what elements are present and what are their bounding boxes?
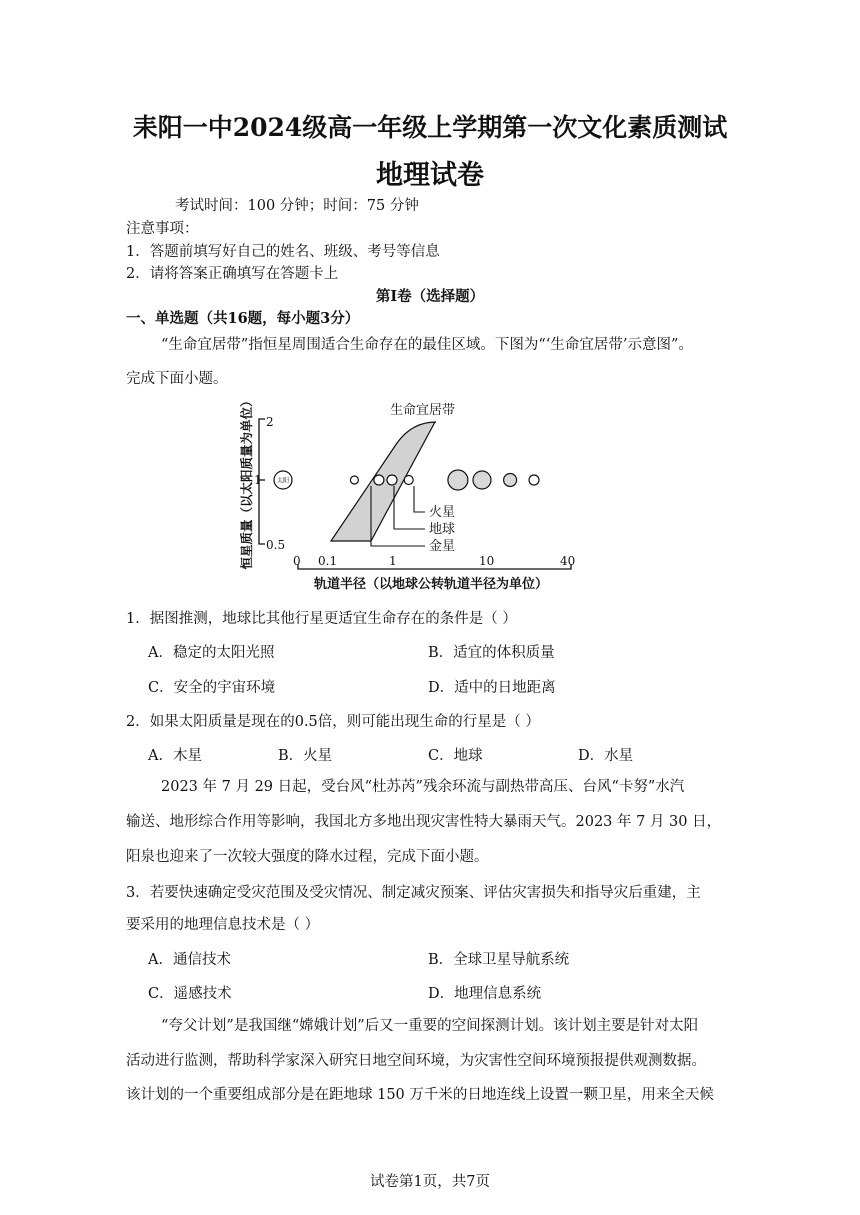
planet-marker [350,476,358,484]
y-tick-label: 1 [254,473,262,487]
question-3-option: C．遥感技术 [148,986,232,1002]
question-2-option: C．地球 [428,748,483,764]
question-2-option: A．木星 [148,748,202,764]
leader-line [394,486,425,529]
exam-time: 考试时间：100 分钟；时间：75 分钟 [175,198,419,214]
intro1-line: 完成下面小题。 [126,371,228,387]
x-axis-line [298,564,571,569]
x-axis-label: 轨道半径（以地球公转轨道半径为单位） [313,577,549,592]
planet-marker [473,471,491,489]
planet-marker [374,475,384,485]
planet-marker [504,474,517,487]
y-axis-label: 恒星质量（以太阳质量为单位） [239,394,254,570]
notice-item: 1．答题前填写好自己的姓名、班级、考号等信息 [126,244,440,260]
planet-marker [529,475,539,485]
zone-label: 生命宜居带 [390,403,456,418]
exam-title: 耒阳一中2024级高一年级上学期第一次文化素质测试 [132,113,728,142]
question-3-option: A．通信技术 [148,952,231,968]
intro2-line: 阳泉也迎来了一次较大强度的降水过程，完成下面小题。 [126,849,489,865]
annotation-mars: 火星 [429,505,456,520]
intro3-line: “夸父计划”是我国继“嫦娥计划”后又一重要的空间探测计划。该计划主要是针对太阳 [161,1018,699,1034]
sun-label: 太阳 [276,477,290,485]
question-1-option: B．适宜的体积质量 [428,645,555,661]
question-2-stem: 2．如果太阳质量是现在的0.5倍，则可能出现生命的行星是（ ） [126,714,540,730]
question-3-option: D．地理信息系统 [428,986,542,1002]
exam-subtitle: 地理试卷 [376,160,484,191]
planet-marker [404,476,413,485]
annotation-venus: 金星 [429,539,456,554]
notice-item: 2．请将答案正确填写在答题卡上 [126,266,339,282]
habitable-zone-chart [232,392,592,597]
planet-marker [387,475,397,485]
y-tick-label: 2 [266,415,274,429]
intro3-line: 该计划的一个重要组成部分是在距地球 150 万千米的日地连线上设置一颗卫星，用来全天候 [126,1087,714,1103]
planet-marker [448,470,468,490]
x-tick-label: 0 [293,554,301,568]
x-tick-label: 10 [479,554,495,568]
question-3-stem: 3．若要快速确定受灾范围及受灾情况、制定减灾预案、评估灾害损失和指导灾后重建，主 [126,885,701,901]
intro2-line: 输送、地形综合作用等影响，我国北方多地出现灾害性特大暴雨天气。2023 年 7 月 30 日， [126,814,722,830]
intro1-line: “生命宜居带”指恒星周围适合生命存在的最佳区域。下图为“‘生命宜居带’示意图”。 [161,337,693,353]
notice-heading: 注意事项： [126,221,199,237]
annotation-earth: 地球 [429,522,456,537]
y-tick-label: 0.5 [266,538,286,552]
intro2-line: 2023 年 7 月 29 日起，受台风“杜苏芮”残余环流与副热带高压、台风“卡努”水汽 [161,779,685,795]
x-tick-label: 1 [389,554,397,568]
question-2-option: B．火星 [278,748,333,764]
x-tick-label: 40 [560,554,576,568]
question-1-option: C．安全的宇宙环境 [148,680,276,696]
question-1-option: D．适中的日地距离 [428,680,556,696]
question-1-option: A．稳定的太阳光照 [148,645,275,661]
page-number: 试卷第1页，共7页 [370,1174,490,1190]
question-1-stem: 1．据图推测，地球比其他行星更适宜生命存在的条件是（ ） [126,611,517,627]
section-heading: 一、单选题（共16题，每小题3分） [126,310,360,327]
question-2-option: D．水星 [578,748,634,764]
leader-line [414,486,425,512]
intro3-line: 活动进行监测，帮助科学家深入研究日地空间环境，为灾害性空间环境预报提供观测数据。 [126,1053,706,1069]
part-title: 第Ⅰ卷（选择题） [375,288,485,305]
question-3-stem: 要采用的地理信息技术是（ ） [126,917,320,933]
question-3-option: B．全球卫星导航系统 [428,952,570,968]
x-tick-label: 0.1 [318,554,338,568]
